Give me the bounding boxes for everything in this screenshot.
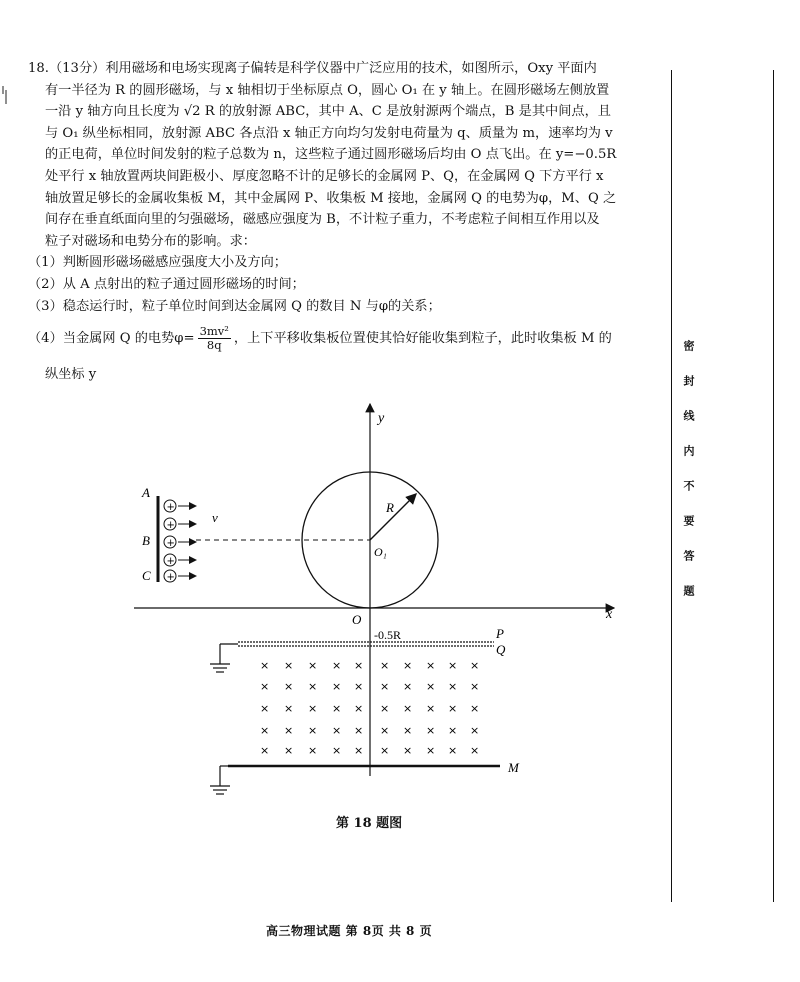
field-cross-0-6: × xyxy=(403,659,413,672)
field-cross-2-0: × xyxy=(260,702,270,715)
question-line-5: 的正电荷，单位时间发射的粒子总数为 n，这些粒子通过圆形磁场后均由 O 点飞出。在 y=−0.5R xyxy=(45,147,617,163)
question-part-4-tail: 纵坐标 y xyxy=(45,367,97,383)
field-cross-0-2: × xyxy=(308,659,318,672)
emitted-charges xyxy=(164,500,196,583)
svg-text:+: + xyxy=(166,520,175,531)
svg-text:+: + xyxy=(166,502,175,513)
field-cross-2-5: × xyxy=(380,702,390,715)
question-line-9: 粒子对磁场和电势分布的影响。求： xyxy=(45,233,256,249)
field-cross-4-1: × xyxy=(284,744,294,757)
origin-label: O xyxy=(352,612,362,627)
field-cross-3-7: × xyxy=(426,724,436,737)
field-cross-1-6: × xyxy=(403,680,413,693)
field-cross-4-0: × xyxy=(260,744,270,757)
field-cross-0-3: × xyxy=(332,659,342,672)
charge-2 xyxy=(164,518,196,531)
field-cross-3-4: × xyxy=(354,724,364,737)
field-cross-0-0: × xyxy=(260,659,270,672)
binding-line-outer xyxy=(773,70,774,902)
charge-4 xyxy=(164,554,196,567)
charge-5 xyxy=(164,570,196,583)
field-cross-3-0: × xyxy=(260,724,270,737)
center-label: O₁ xyxy=(374,545,387,559)
svg-text:+: + xyxy=(166,556,175,567)
field-cross-0-1: × xyxy=(284,659,294,672)
field-cross-1-1: × xyxy=(284,680,294,693)
field-cross-2-4: × xyxy=(354,702,364,715)
field-cross-0-7: × xyxy=(426,659,436,672)
charge-3 xyxy=(164,536,196,549)
y-level-label: -0.5R xyxy=(374,628,401,642)
field-cross-4-3: × xyxy=(332,744,342,757)
question-line-7: 轴放置足够长的金属收集板 M，其中金属网 P、收集板 M 接地，金属网 Q 的电势为φ，M、Q 之 xyxy=(45,190,617,206)
plate-p-label: P xyxy=(496,626,504,641)
page-footer: 高三物理试题 第 8页 共 8 页 xyxy=(266,924,433,938)
binding-line-inner xyxy=(671,70,672,902)
page-edge-marks xyxy=(2,86,8,106)
svg-text:+: + xyxy=(166,538,175,549)
source-a-label: A xyxy=(142,485,150,500)
field-cross-2-3: × xyxy=(332,702,342,715)
question-line-4: 与 O₁ 纵坐标相同，放射源 ABC 各点沿 x 轴正方向均匀发射电荷量为 q、质量为 m，速率均为 v xyxy=(45,125,613,141)
field-cross-0-4: × xyxy=(354,659,364,672)
field-cross-2-9: × xyxy=(470,702,480,715)
plate-m-label: M xyxy=(508,760,519,775)
velocity-label: v xyxy=(212,510,218,525)
field-cross-1-4: × xyxy=(354,680,364,693)
field-cross-1-2: × xyxy=(308,680,318,693)
field-cross-1-7: × xyxy=(426,680,436,693)
question-part-4: （4）当金属网 Q 的电势φ= $\frac{\text{3mv²}}{8q}$ ，上下平移收集板位置使其恰好能收集到粒子，此时收集板 M 的 xyxy=(28,324,612,353)
question-line-8: 间存在垂直纸面向里的匀强磁场，磁感应强度为 B，不计粒子重力，不考虑粒子间相互作用以及 xyxy=(45,212,600,228)
field-cross-3-6: × xyxy=(403,724,413,737)
figure-caption: 第 18 题图 xyxy=(336,816,403,831)
field-cross-4-8: × xyxy=(448,744,458,757)
question-line-1: 18.（13分）利用磁场和电场实现离子偏转是科学仪器中广泛应用的技术，如图所示，Oxy 平面内 xyxy=(28,61,597,76)
field-cross-4-7: × xyxy=(426,744,436,757)
potential-fraction: $\frac{\text{3mv²}}{8q}$ xyxy=(199,324,229,353)
x-axis-label: x xyxy=(606,607,613,622)
field-cross-3-1: × xyxy=(284,724,294,737)
question-part-3: （3）稳态运行时，粒子单位时间到达金属网 Q 的数目 N 与φ的关系； xyxy=(28,298,441,314)
question-18 xyxy=(28,58,652,386)
plate-q-label: Q xyxy=(496,642,506,657)
question-figure xyxy=(120,396,640,796)
field-cross-0-5: × xyxy=(380,659,390,672)
field-cross-3-8: × xyxy=(448,724,458,737)
field-cross-3-5: × xyxy=(380,724,390,737)
source-b-label: B xyxy=(142,533,150,548)
question-number: 18. xyxy=(28,61,49,76)
field-cross-0-9: × xyxy=(470,659,480,672)
source-c-label: C xyxy=(142,568,151,583)
field-cross-4-2: × xyxy=(308,744,318,757)
field-cross-2-6: × xyxy=(403,702,413,715)
physics-diagram xyxy=(120,396,640,796)
field-cross-4-6: × xyxy=(403,744,413,757)
question-part-1: （1）判断圆形磁场磁感应强度大小及方向； xyxy=(28,255,287,271)
field-cross-3-3: × xyxy=(332,724,342,737)
ground-symbol-p xyxy=(210,644,238,672)
y-axis-label: y xyxy=(378,411,385,426)
field-cross-1-9: × xyxy=(470,680,480,693)
question-part-2: （2）从 A 点射出的粒子通过圆形磁场的时间； xyxy=(28,276,305,292)
field-cross-1-5: × xyxy=(380,680,390,693)
question-line-2: 有一半径为 R 的圆形磁场，与 x 轴相切于坐标原点 O，圆心 O₁ 在 y 轴上。在圆形磁场左侧放置 xyxy=(45,82,610,98)
radius-label: R xyxy=(386,500,394,515)
question-line-6: 处平行 x 轴放置两块间距极小、厚度忽略不计的足够长的金属网 P、Q，在金属网 Q 下方平行 x xyxy=(45,168,604,184)
ground-symbol-m xyxy=(210,766,230,794)
field-cross-4-9: × xyxy=(470,744,480,757)
field-cross-2-7: × xyxy=(426,702,436,715)
charge-1 xyxy=(164,500,196,513)
field-cross-2-8: × xyxy=(448,702,458,715)
field-cross-0-8: × xyxy=(448,659,458,672)
svg-text:+: + xyxy=(166,572,175,583)
field-cross-2-2: × xyxy=(308,702,318,715)
field-cross-3-9: × xyxy=(470,724,480,737)
question-score: （13分） xyxy=(48,61,106,76)
field-cross-3-2: × xyxy=(308,724,318,737)
binding-warning-text: 密封线内不要答题 xyxy=(682,340,695,620)
field-cross-4-5: × xyxy=(380,744,390,757)
field-cross-1-0: × xyxy=(260,680,270,693)
field-cross-2-1: × xyxy=(284,702,294,715)
field-cross-1-8: × xyxy=(448,680,458,693)
question-line-3: 一沿 y 轴方向且长度为 √2 R 的放射源 ABC，其中 A、C 是放射源两个端点，B 是其中间点，且 xyxy=(45,104,611,120)
field-cross-1-3: × xyxy=(332,680,342,693)
field-cross-4-4: × xyxy=(354,744,364,757)
